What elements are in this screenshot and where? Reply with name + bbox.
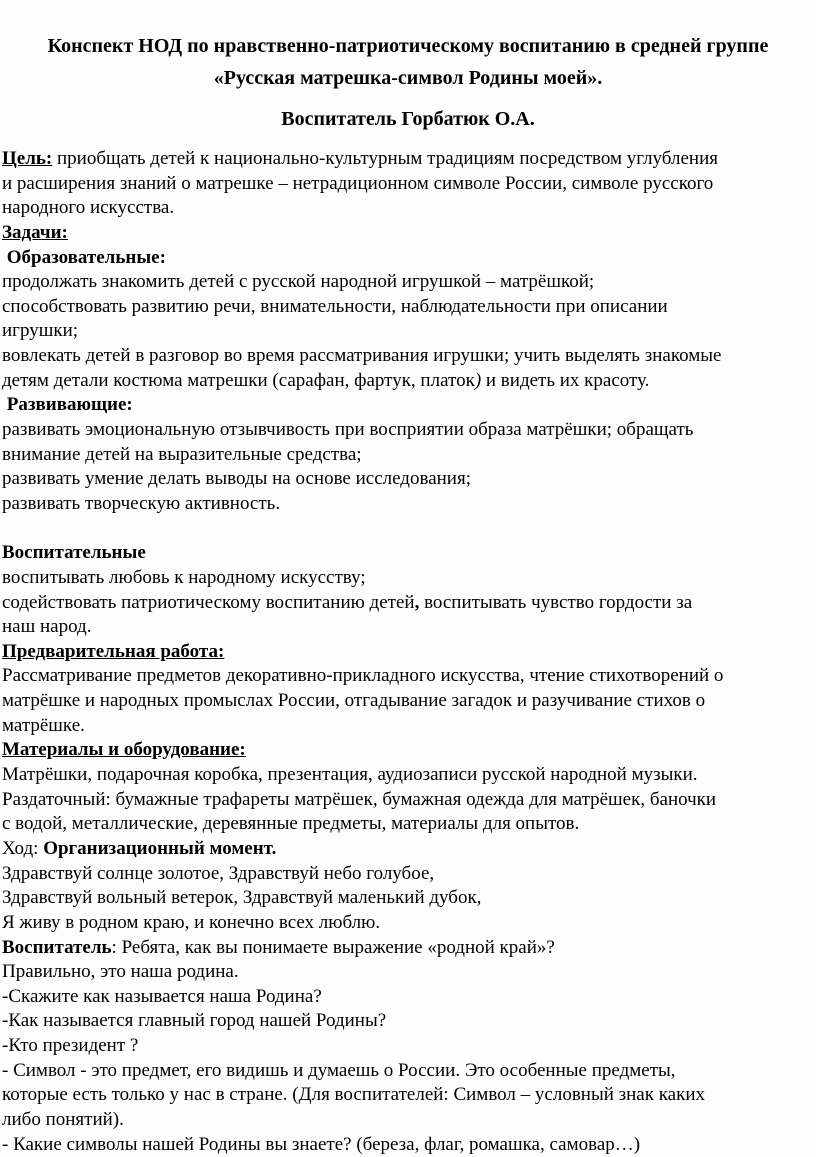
text-run: продолжать знакомить детей с русской народной игрушкой – матрёшкой; — [2, 271, 595, 293]
text-run: воспитывать чувство гордости за — [419, 591, 693, 613]
text-run: Организационный момент. — [43, 837, 277, 859]
text-line — [2, 911, 814, 936]
text-run: Конспект НОД по нравственно-патриотическому воспитанию в средней группе — [47, 35, 769, 57]
text-line — [2, 196, 814, 221]
text-line — [2, 103, 814, 135]
text-run: Раздаточный: бумажные трафареты матрёшек, бумажная одежда для матрёшек, баночки — [2, 788, 717, 810]
text-line — [2, 393, 814, 418]
text-run: либо понятий). — [2, 1108, 124, 1130]
text-run: Я живу в родном краю, и конечно всех люблю. — [2, 911, 381, 933]
text-run: Предварительная работа: — [2, 640, 225, 662]
text-run: Ход: — [2, 837, 44, 859]
text-run: Матрёшки, подарочная коробка, презентация, аудиозаписи русской народной музыки. — [2, 764, 698, 786]
text-line — [2, 319, 814, 344]
text-line — [2, 369, 814, 394]
text-line — [2, 62, 814, 94]
text-run: Материалы и оборудование: — [2, 739, 246, 761]
text-line — [2, 788, 814, 813]
text-run: Правильно, это наша родина. — [2, 961, 239, 983]
text-run: с водой, металлические, деревянные предметы, материалы для опытов. — [2, 813, 580, 835]
text-line — [2, 566, 814, 591]
text-line — [2, 689, 814, 714]
text-line — [2, 960, 814, 985]
text-run: Здравствуй вольный ветерок, Здравствуй маленький дубок, — [2, 887, 482, 909]
text-run: Воспитатель — [2, 936, 112, 958]
text-line — [2, 541, 814, 566]
text-run: Воспитательные — [2, 542, 146, 564]
text-line — [2, 443, 814, 468]
text-run: ) — [474, 369, 482, 391]
text-run: вовлекать детей в разговор во время рассматривания игрушки; учить выделять знакомые — [2, 345, 722, 367]
text-run: : Ребята, как вы понимаете выражение «родной край»? — [111, 936, 555, 958]
text-line — [2, 295, 814, 320]
text-line — [2, 664, 814, 689]
text-line — [2, 1108, 814, 1133]
text-run: Развивающие: — [2, 394, 133, 416]
text-line — [2, 862, 814, 887]
text-run: «Русская матрешка-символ Родины моей». — [213, 67, 603, 89]
text-run: содействовать патриотическому воспитанию детей — [2, 591, 415, 613]
text-line — [2, 147, 814, 172]
text-run: Воспитатель Горбатюк О.А. — [281, 108, 535, 130]
text-line — [2, 344, 814, 369]
text-line — [2, 985, 814, 1010]
text-run: внимание детей на выразительные средства; — [2, 443, 362, 465]
text-line — [2, 467, 814, 492]
text-line — [2, 492, 814, 517]
text-run: -Кто президент ? — [2, 1035, 139, 1057]
text-run: приобщать детей к национально-культурным традициям посредством углубления — [52, 148, 718, 169]
text-run: которые есть только у нас в стране. (Для воспитателей: Символ – условный знак каких — [2, 1084, 705, 1106]
text-run: развивать эмоциональную отзывчивость при восприятии образа матрёшки; обращать — [2, 419, 694, 441]
text-line — [2, 936, 814, 961]
text-run: народного искусства. — [2, 197, 175, 219]
text-run: детям детали костюма матрешки (сарафан, фартук, платок — [2, 369, 475, 391]
text-line — [2, 1034, 814, 1059]
text-line — [2, 763, 814, 788]
blank-line — [2, 517, 814, 542]
text-run: -Скажите как называется наша Родина? — [2, 985, 322, 1007]
text-line — [2, 1059, 814, 1084]
text-line — [2, 640, 814, 665]
text-line — [2, 886, 814, 911]
text-run: и расширения знаний о матрешке – нетрадиционном символе России, символе русского — [2, 172, 714, 194]
text-line — [2, 714, 814, 739]
text-line — [2, 1133, 814, 1157]
text-run: игрушки; — [2, 320, 79, 342]
text-line — [2, 837, 814, 862]
text-run: -Как называется главный город нашей Родины? — [2, 1010, 387, 1032]
text-run: развивать умение делать выводы на основе исследования; — [2, 468, 471, 490]
text-run: Цель: — [2, 148, 53, 169]
text-line — [2, 30, 814, 62]
text-line — [2, 591, 814, 616]
text-line — [2, 738, 814, 763]
text-run: наш народ. — [2, 616, 92, 638]
text-run: матрёшке. — [2, 714, 85, 736]
text-run: развивать творческую активность. — [2, 492, 281, 514]
text-line — [2, 221, 814, 246]
text-run: Рассматривание предметов декоративно-прикладного искусства, чтение стихотворений о — [2, 665, 724, 687]
text-run: и видеть их красоту. — [481, 369, 650, 391]
text-run: воспитывать любовь к народному искусству; — [2, 566, 366, 588]
text-line — [2, 812, 814, 837]
text-line — [2, 1009, 814, 1034]
text-run: матрёшке и народных промыслах России, отгадывание загадок и разучивание стихов о — [2, 690, 706, 712]
text-run: Здравствуй солнце золотое, Здравствуй небо голубое, — [2, 862, 435, 884]
document-content — [2, 30, 814, 1157]
text-line — [2, 418, 814, 443]
text-run: Задачи: — [2, 221, 68, 243]
text-run: Образовательные: — [2, 246, 166, 268]
text-run: - Символ - это предмет, его видишь и думаешь о России. Это особенные предметы, — [2, 1059, 676, 1081]
text-line — [2, 172, 814, 197]
text-run: способствовать развитию речи, внимательности, наблюдательности при описании — [2, 295, 668, 317]
text-run: - Какие символы нашей Родины вы знаете? (береза, флаг, ромашка, самовар…) — [2, 1133, 641, 1155]
text-line — [2, 615, 814, 640]
text-line — [2, 246, 814, 271]
text-run: , — [414, 591, 420, 613]
text-line — [2, 270, 814, 295]
text-line — [2, 1083, 814, 1108]
